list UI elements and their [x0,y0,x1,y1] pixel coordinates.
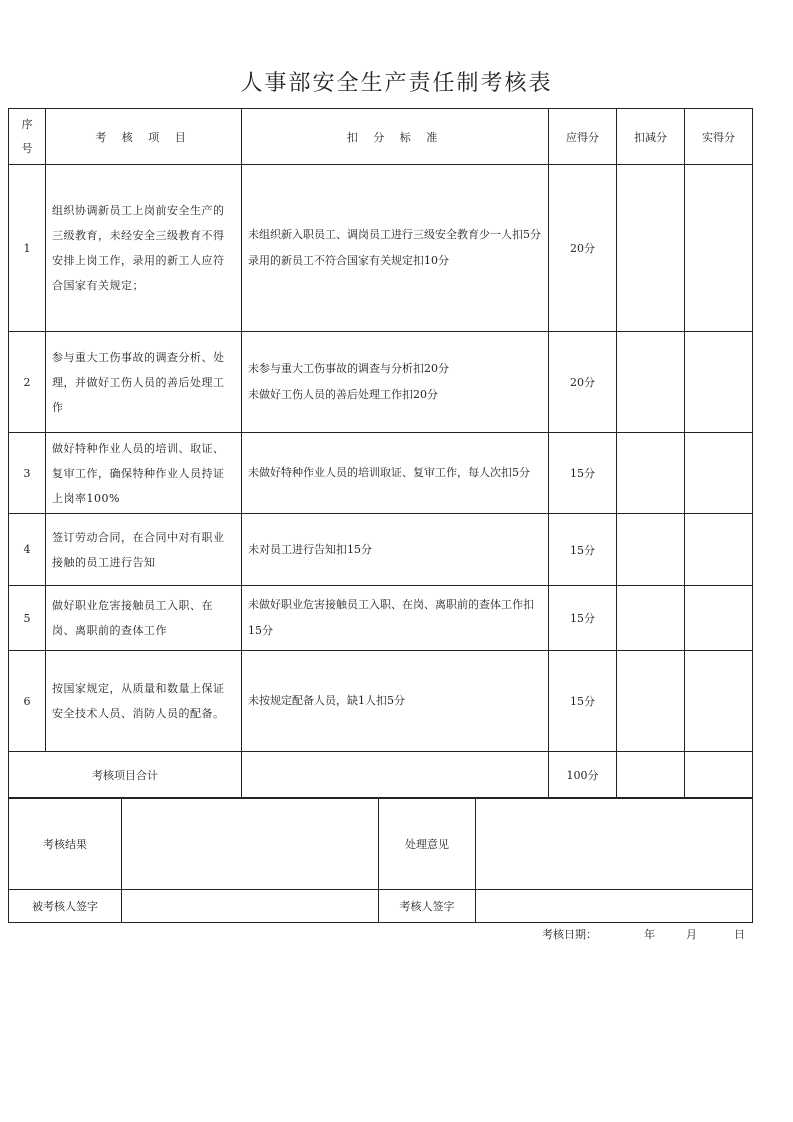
row-no: 3 [9,433,46,514]
result-label: 考核结果 [9,798,122,890]
assessor-signature-field[interactable] [476,890,753,923]
total-label: 考核项目合计 [9,752,242,799]
row-due-score: 15分 [549,433,617,514]
header-due-score: 应得分 [549,109,617,165]
row-no: 6 [9,651,46,752]
row-standard [242,514,549,586]
standard-line: 录用的新员工不符合国家有关规定扣10分 [248,254,449,267]
standard-line: 未做好特种作业人员的培训取证、复审工作，每人次扣5分 [248,466,530,479]
assessee-signature-label: 被考核人签字 [9,890,122,923]
row-deduct-cell[interactable] [617,586,685,651]
header-no [9,109,46,165]
standard-line: 未做好工伤人员的善后处理工作扣20分 [248,388,438,401]
row-no: 5 [9,586,46,651]
total-standard-cell [242,752,549,799]
date-month: 月 [686,928,697,941]
total-deduct-cell[interactable] [617,752,685,799]
row-due-score: 15分 [549,586,617,651]
row-actual-cell[interactable] [685,332,753,433]
result-field[interactable] [122,798,379,890]
date-label: 考核日期： [542,928,597,941]
assessment-table [8,108,753,799]
table-row [9,651,753,752]
row-item: 按国家规定，从质量和数量上保证安全技术人员、消防人员的配备。 [46,651,242,752]
row-deduct-cell[interactable] [617,651,685,752]
row-item: 做好职业危害接触员工入职、在岗、离职前的查体工作 [46,586,242,651]
header-actual-score: 实得分 [685,109,753,165]
result-row [9,798,753,890]
assessee-signature-field[interactable] [122,890,379,923]
header-row [9,109,753,165]
standard-line: 未对员工进行告知扣15分 [248,542,372,556]
row-deduct-cell[interactable] [617,433,685,514]
header-deduct-score: 扣减分 [617,109,685,165]
table-row [9,165,753,332]
row-no: 2 [9,332,46,433]
table-row [9,332,753,433]
result-table [8,797,753,923]
row-actual-cell[interactable] [685,433,753,514]
assessor-signature-label: 考核人签字 [379,890,476,923]
date-year: 年 [644,928,655,941]
row-deduct-cell[interactable] [617,165,685,332]
row-item: 参与重大工伤事故的调查分析、处理，并做好工伤人员的善后处理工作 [46,332,242,433]
row-item: 组织协调新员工上岗前安全生产的三级教育，未经安全三级教育不得安排上岗工作，录用的新工人应符合国家有关规定； [46,165,242,332]
standard-line: 未按规定配备人员，缺1人扣5分 [248,694,405,707]
date-day: 日 [734,928,745,941]
row-no: 4 [9,514,46,586]
total-actual-cell[interactable] [685,752,753,799]
row-item: 签订劳动合同，在合同中对有职业接触的员工进行告知 [46,514,242,586]
row-standard [242,433,549,514]
row-due-score: 20分 [549,165,617,332]
row-due-score: 15分 [549,514,617,586]
row-item: 做好特种作业人员的培训、取证、复审工作，确保特种作业人员持证上岗率100% [46,433,242,514]
header-no-text: 序号 [21,117,33,155]
opinion-label: 处理意见 [379,798,476,890]
row-due-score: 20分 [549,332,617,433]
standard-line: 未参与重大工伤事故的调查与分析扣20分 [248,362,449,375]
row-due-score: 15分 [549,651,617,752]
row-standard [242,332,549,433]
table-row [9,586,753,651]
row-actual-cell[interactable] [685,165,753,332]
row-standard [242,165,549,332]
header-item: 考 核 项 目 [46,109,242,165]
standard-line: 未组织新入职员工、调岗员工进行三级安全教育少一人扣5分 [248,228,541,241]
header-standard: 扣 分 标 准 [242,109,549,165]
row-actual-cell[interactable] [685,586,753,651]
row-no: 1 [9,165,46,332]
row-actual-cell[interactable] [685,651,753,752]
opinion-field[interactable] [476,798,753,890]
page-title: 人事部安全生产责任制考核表 [240,71,553,96]
row-actual-cell[interactable] [685,514,753,586]
total-row [9,752,753,799]
row-deduct-cell[interactable] [617,332,685,433]
standard-line: 未做好职业危害接触员工入职、在岗、离职前的查体工作扣15分 [248,598,534,637]
assessment-date [0,926,745,942]
row-deduct-cell[interactable] [617,514,685,586]
table-row [9,514,753,586]
row-standard [242,651,549,752]
total-score: 100分 [549,752,617,799]
row-standard [242,586,549,651]
table-row [9,433,753,514]
signature-row [9,890,753,923]
